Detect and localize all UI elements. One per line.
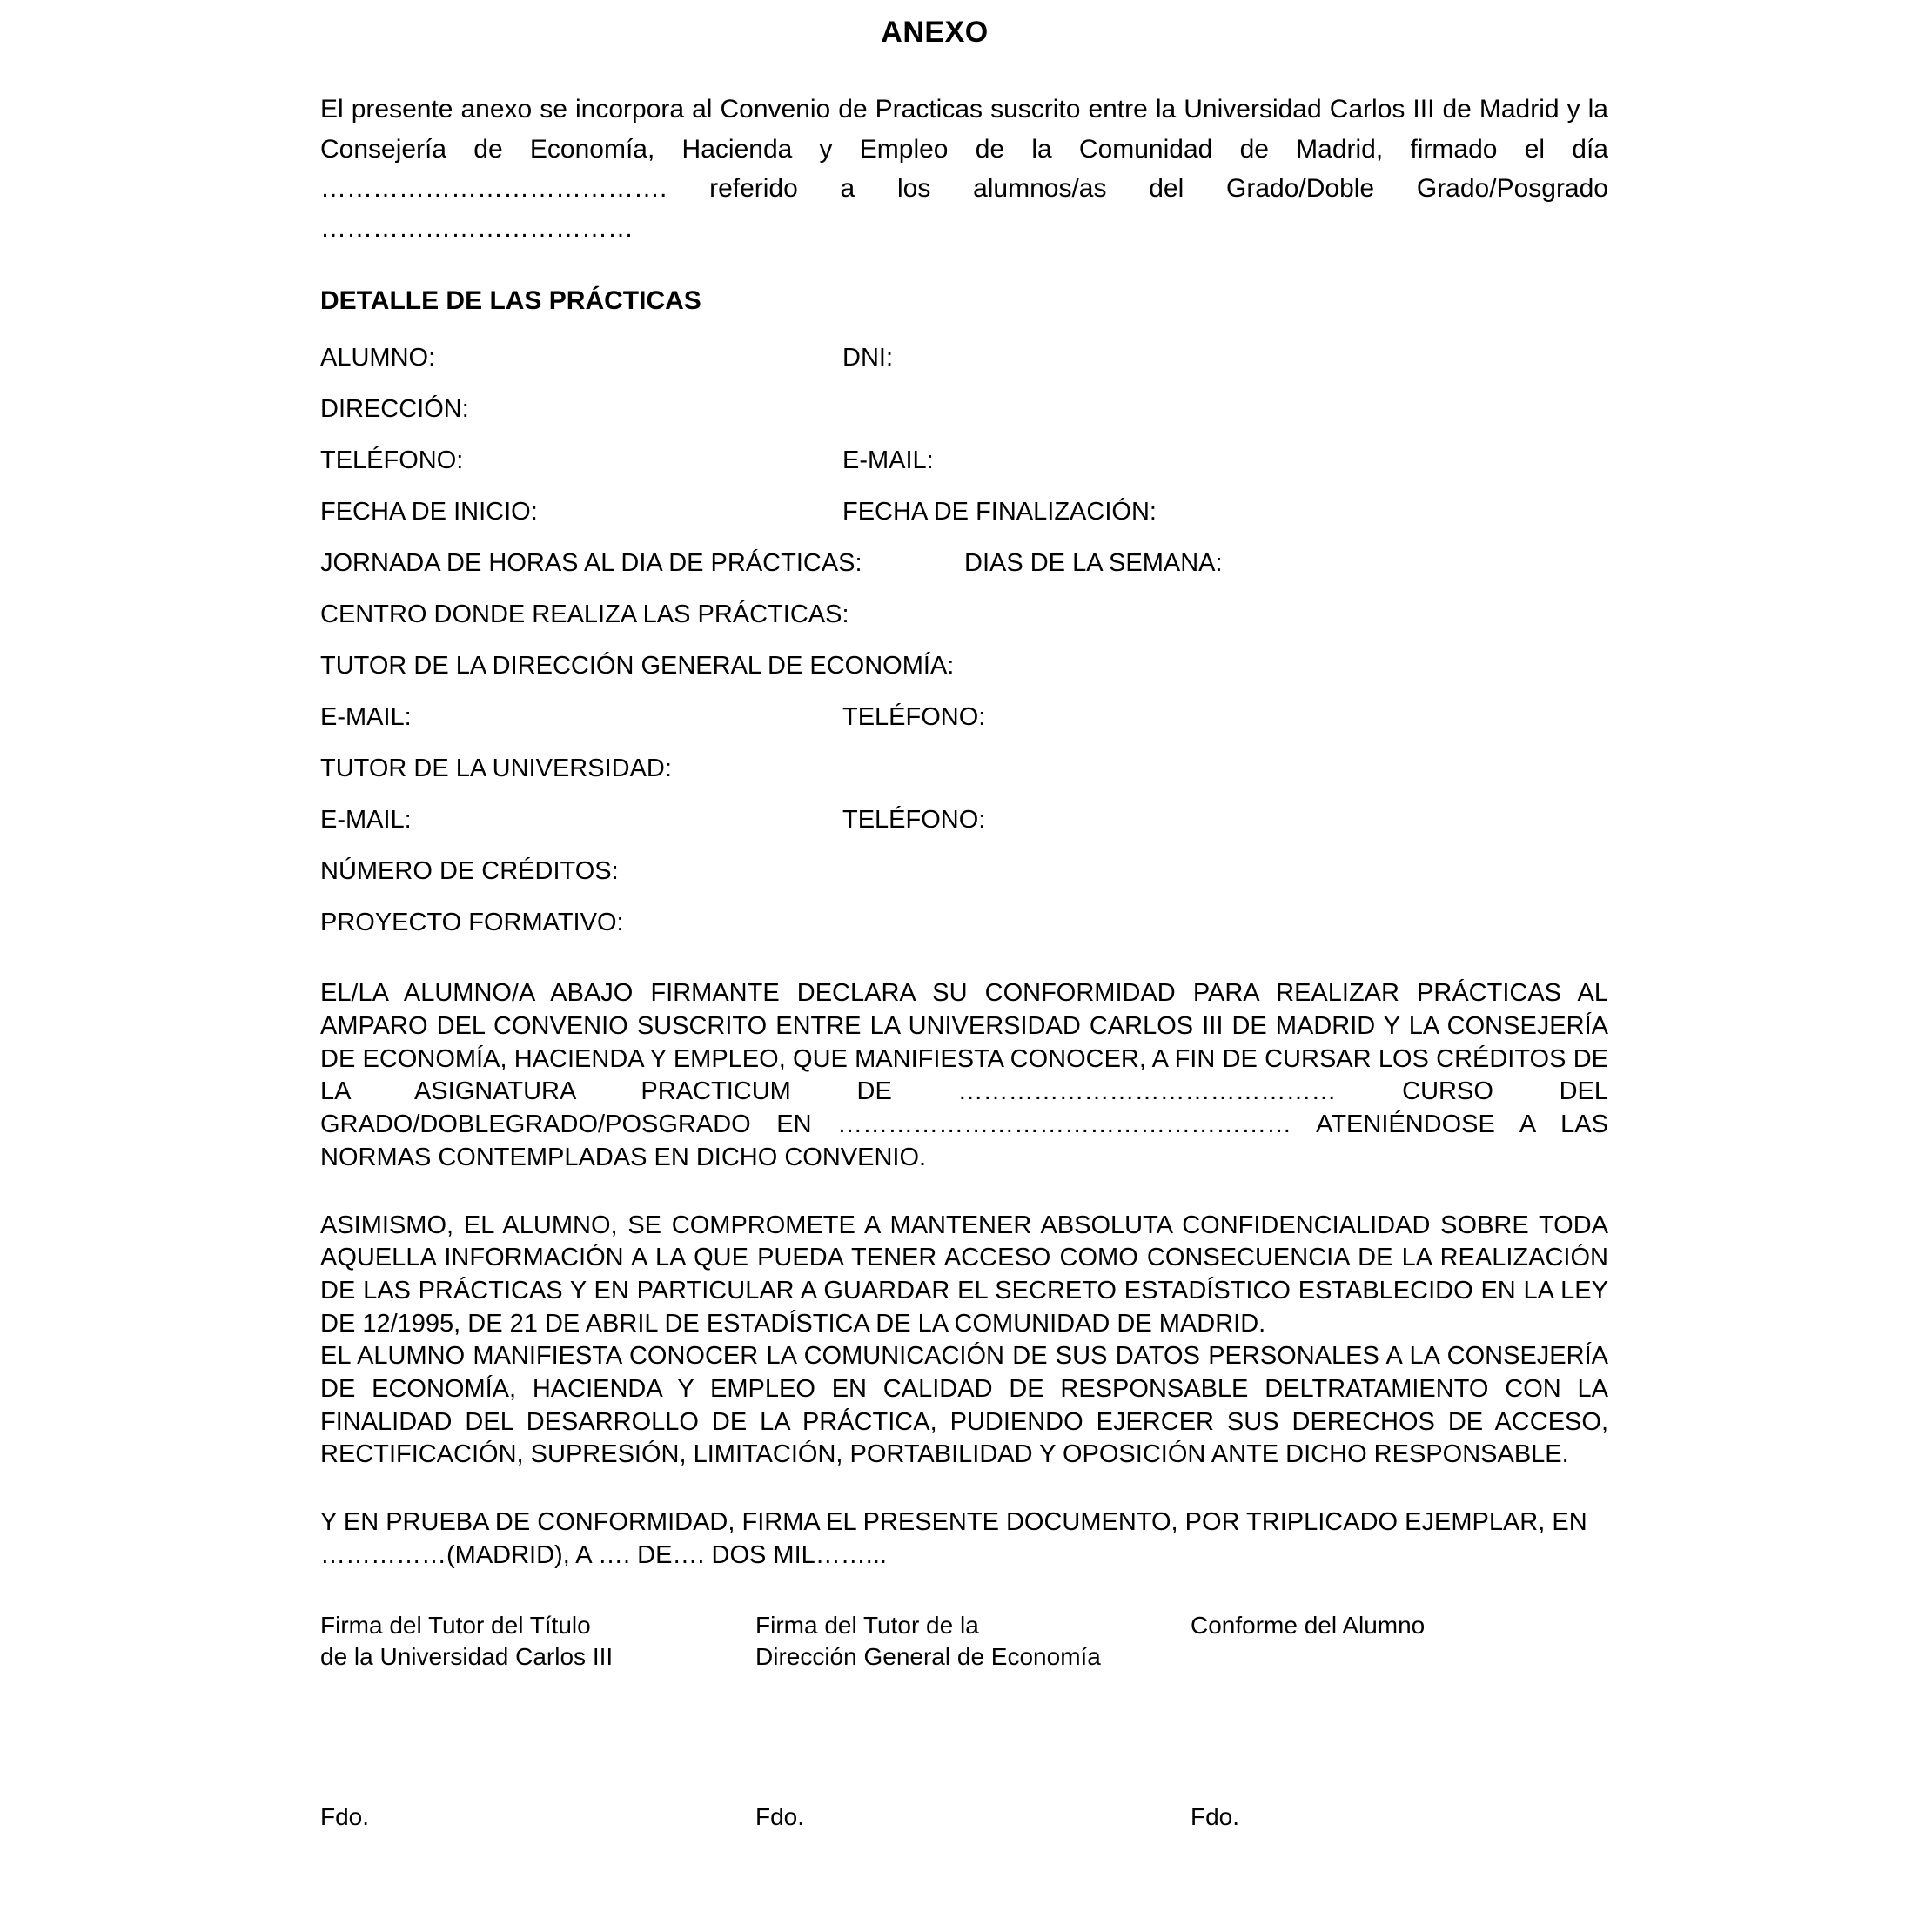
closing-paragraph: Y EN PRUEBA DE CONFORMIDAD, FIRMA EL PRESENTE DOCUMENTO, POR TRIPLICADO EJEMPLAR, EN ……………(MADRID), A …. DE…. DOS MIL……... (320, 1508, 1587, 1569)
detail-label-direccion: DIRECCIÓN: (320, 395, 469, 424)
fdo-tutor-universidad: Fdo. (320, 1803, 370, 1831)
detail-row (320, 705, 1608, 730)
detail-row (320, 808, 1608, 833)
signature-fdo-row (320, 1803, 1608, 1831)
detail-row (320, 859, 1608, 884)
detail-label-proyecto-formativo: PROYECTO FORMATIVO: (320, 909, 624, 937)
detail-label-email: E-MAIL: (842, 446, 934, 475)
detail-row (320, 397, 1608, 422)
signature-block-tutor-dg-economia (755, 1610, 1191, 1673)
detail-row (320, 654, 1608, 679)
signature-label-line2: Dirección General de Economía (755, 1643, 1101, 1671)
detail-label-alumno: ALUMNO: (320, 344, 436, 372)
detail-label-email-tutor-universidad: E-MAIL: (320, 806, 412, 835)
detail-label-empty-4 (842, 756, 1608, 782)
intro-paragraph: El presente anexo se incorpora al Convenio de Practicas suscrito entre la Universidad Carlos III de Madrid y la Consejería de Economía, Hacienda y Empleo de la Comunidad de Madrid, firmado el día …………………………………. referido a los alumnos/as del Grado/Doble Grado/Posgrado ……………………………… (320, 95, 1608, 243)
detail-label-jornada-horas: JORNADA DE HORAS AL DIA DE PRÁCTICAS: (320, 549, 862, 578)
detail-label-tutor-dg-economia: TUTOR DE LA DIRECCIÓN GENERAL DE ECONOMÍA: (320, 652, 955, 681)
detail-row (320, 756, 1608, 782)
detail-label-email-tutor-dg: E-MAIL: (320, 703, 412, 732)
detail-label-telefono-tutor-dg: TELÉFONO: (842, 703, 986, 732)
detail-label-empty-6 (842, 910, 1608, 936)
detail-label-fecha-finalizacion: FECHA DE FINALIZACIÓN: (842, 498, 1157, 527)
signature-label-line2: de la Universidad Carlos III (320, 1643, 614, 1671)
declaration-paragraph: EL/LA ALUMNO/A ABAJO FIRMANTE DECLARA SU CONFORMIDAD PARA REALIZAR PRÁCTICAS AL AMPARO DEL CONVENIO SUSCRITO ENTRE LA UNIVERSIDAD CARLOS III DE MADRID Y LA CONSEJERÍA DE ECONOMÍA, HACIENDA Y EMPLEO, QUE MANIFIESTA CONOCER, A FIN DE CURSAR LOS CRÉDITOS DE LA ASIGNATURA PRACTICUM DE ……………………………………… CURSO DEL GRADO/DOBLEGRADO/POSGRADO EN ……………………………………………… ATENIÉNDOSE A LAS NORMAS CONTEMPLADAS EN DICHO CONVENIO. (320, 979, 1608, 1171)
detail-row (320, 448, 1608, 473)
detail-label-centro: CENTRO DONDE REALIZA LAS PRÁCTICAS: (320, 600, 849, 629)
signature-label-line1: Conforme del Alumno (1191, 1612, 1426, 1640)
detail-label-empty-1 (842, 397, 1608, 422)
detail-row (320, 910, 1608, 936)
detail-row (320, 500, 1608, 525)
detail-label-telefono: TELÉFONO: (320, 446, 464, 475)
detail-label-dni: DNI: (842, 344, 893, 372)
signature-block-tutor-universidad (320, 1610, 755, 1673)
detail-label-empty-2 (964, 602, 1608, 627)
detail-label-telefono-tutor-universidad: TELÉFONO: (842, 806, 986, 835)
detail-label-dias-semana: DIAS DE LA SEMANA: (964, 549, 1223, 578)
detail-label-numero-creditos: NÚMERO DE CRÉDITOS: (320, 857, 619, 886)
section-heading-detalle: DETALLE DE LAS PRÁCTICAS (320, 286, 701, 316)
signature-label-line1: Firma del Tutor de la (755, 1612, 979, 1640)
detail-label-empty-3 (964, 654, 1608, 679)
signature-labels-row (320, 1610, 1608, 1673)
fdo-alumno: Fdo. (1191, 1803, 1240, 1831)
fdo-tutor-dg-economia: Fdo. (755, 1803, 805, 1831)
confidentiality-paragraph: ASIMISMO, EL ALUMNO, SE COMPROMETE A MANTENER ABSOLUTA CONFIDENCIALIDAD SOBRE TODA AQUELLA INFORMACIÓN A LA QUE PUEDA TENER ACCESO COMO CONSECUENCIA DE LA REALIZACIÓN DE LAS PRÁCTICAS Y EN PARTICULAR A GUARDAR EL SECRETO ESTADÍSTICO ESTABLECIDO EN LA LEY DE 12/1995, DE 21 DE ABRIL DE ESTADÍSTICA DE LA COMUNIDAD DE MADRID. (320, 1211, 1608, 1338)
data-protection-paragraph: EL ALUMNO MANIFIESTA CONOCER LA COMUNICACIÓN DE SUS DATOS PERSONALES A LA CONSEJERÍA DE ECONOMÍA, HACIENDA Y EMPLEO EN CALIDAD DE RESPONSABLE DELTRATAMIENTO CON LA FINALIDAD DEL DESARROLLO DE LA PRÁCTICA, PUDIENDO EJERCER SUS DERECHOS DE ACCESO, RECTIFICACIÓN, SUPRESIÓN, LIMITACIÓN, PORTABILIDAD Y OPOSICIÓN ANTE DICHO RESPONSABLE. (320, 1342, 1608, 1469)
detail-label-tutor-universidad: TUTOR DE LA UNIVERSIDAD: (320, 755, 672, 783)
signature-block-alumno (1191, 1610, 1608, 1673)
detail-row (320, 345, 1608, 371)
detail-label-empty-5 (842, 859, 1608, 884)
practice-details-list (320, 345, 1608, 936)
detail-row (320, 602, 1608, 627)
signature-label-line1: Firma del Tutor del Título (320, 1612, 591, 1640)
detail-row (320, 551, 1608, 576)
detail-label-fecha-inicio: FECHA DE INICIO: (320, 498, 538, 527)
page-title: ANEXO (881, 16, 989, 49)
